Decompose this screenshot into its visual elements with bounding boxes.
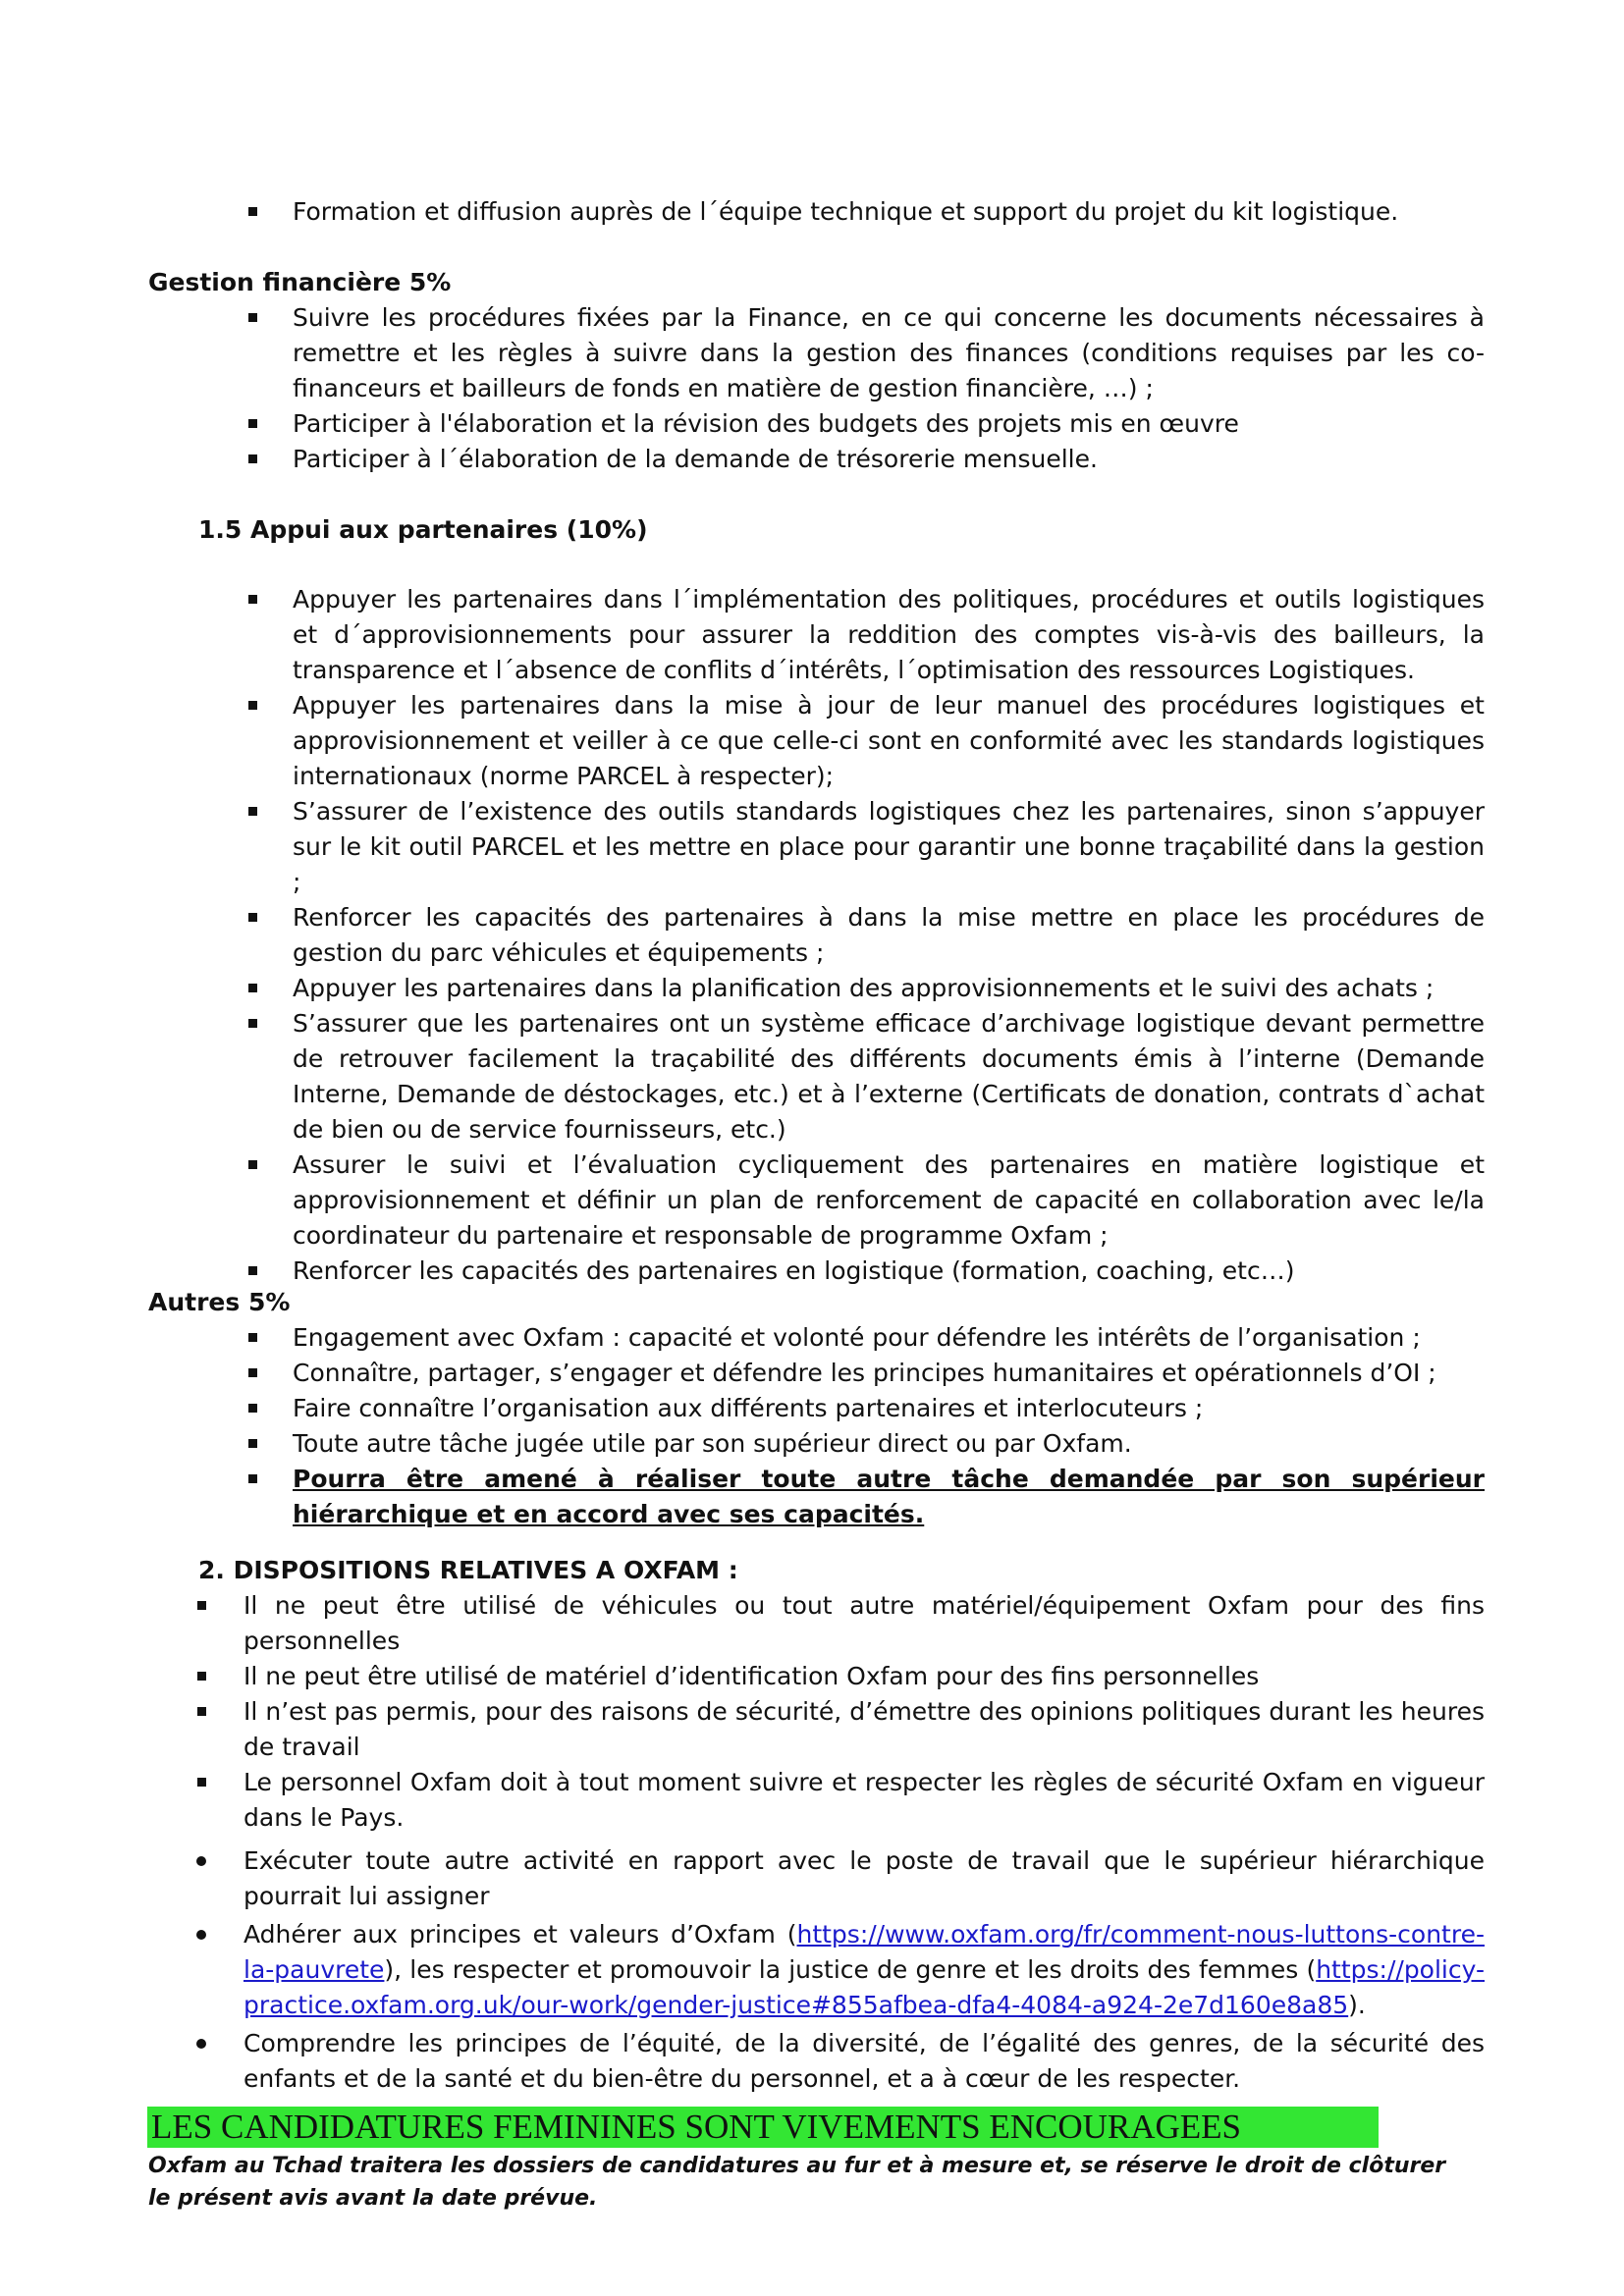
closing-notice-line: le présent avis avant la date prévue. [148,2186,598,2211]
list-item: Il n’est pas permis, pour des raisons de sécurité, d’émettre des opinions politiques durant les heures de travail [147,1694,1485,1765]
square-bullet-icon [248,1439,257,1448]
top-list [147,194,1485,230]
closing-notice-line: Oxfam au Tchad traitera les dossiers de candidatures au fur et à mesure et, se réserve le droit de clôturer [148,2154,1446,2178]
list-item: Exécuter toute autre activité en rapport avec le poste de travail que le supérieur hiérarchique pourrait lui assigner [147,1843,1485,1914]
list-item: Le personnel Oxfam doit à tout moment suivre et respecter les règles de sécurité Oxfam en vigueur dans le Pays. [147,1765,1485,1836]
list-item: Comprendre les principes de l’équité, de la diversité, de l’égalité des genres, de la sécurité des enfants et de la santé et du bien-être du personnel, et a à cœur de les respecter. [147,2026,1485,2097]
dispositions-list [147,1588,1485,1836]
list-item: Appuyer les partenaires dans l´implémentation des politiques, procédures et outils logistiques et d´approvisionnements pour assurer la reddition des comptes vis-à-vis des bailleurs, la transparence et l´absence de conflits d´intérêts, l´optimisation des ressources Logistiques. [147,582,1485,688]
square-bullet-icon [248,1019,257,1028]
list-item: Engagement avec Oxfam : capacité et volonté pour défendre les intérêts de l’organisation ; [147,1320,1485,1356]
section-title-gestion: Gestion financière 5% [148,268,452,296]
section-title-autres: Autres 5% [148,1288,291,1316]
autres-list [147,1320,1485,1532]
square-bullet-icon [248,1266,257,1275]
list-item: Adhérer aux principes et valeurs d’Oxfam (https://www.oxfam.org/fr/comment-nous-luttons-contre-la-pauvrete), les respecter et promouvoir la justice de genre et les droits des femmes (https://policy-practice.oxfam.org.uk/our-work/gender-justice#855afbea-dfa4-4084-a924-2e7d160e8a85). [147,1917,1485,2023]
appui-list [147,582,1485,1289]
women-encouraged-banner: LES CANDIDATURES FEMININES SONT VIVEMENTS ENCOURAGEES [147,2107,1379,2148]
list-item: Il ne peut être utilisé de véhicules ou tout autre matériel/équipement Oxfam pour des fins personnelles [147,1588,1485,1659]
square-bullet-icon [248,913,257,922]
list-item-emphasis: Pourra être amené à réaliser toute autre tâche demandée par son supérieur hiérarchique et en accord avec ses capacités. [147,1462,1485,1532]
round-bullet-icon [196,2039,206,2049]
square-bullet-icon [248,595,257,604]
square-bullet-icon [248,454,257,463]
closing-notice [148,2150,1486,2215]
square-bullet-icon [248,1368,257,1377]
section-title-dispositions: 2. DISPOSITIONS RELATIVES A OXFAM : [198,1556,738,1584]
square-bullet-icon [248,1333,257,1342]
square-bullet-icon [248,984,257,992]
square-bullet-icon [248,807,257,816]
list-item: Toute autre tâche jugée utile par son supérieur direct ou par Oxfam. [147,1426,1485,1462]
list-item: Participer à l´élaboration de la demande de trésorerie mensuelle. [147,442,1485,477]
list-item: Il ne peut être utilisé de matériel d’identification Oxfam pour des fins personnelles [147,1659,1485,1694]
square-bullet-icon [197,1707,206,1716]
square-bullet-icon [248,419,257,428]
square-bullet-icon [248,207,257,216]
gender-justice-link[interactable]: https://policy-practice.oxfam.org.uk/our-work/gender-justice#855afbea-dfa4-4084-a924-2e7d160e8a85 [244,1955,1485,2019]
oxfam-principles-link[interactable]: https://www.oxfam.org/fr/comment-nous-luttons-contre-la-pauvrete [244,1920,1485,1984]
list-item: Formation et diffusion auprès de l´équipe technique et support du projet du kit logistique. [147,194,1485,230]
list-item: S’assurer que les partenaires ont un système efficace d’archivage logistique devant permettre de retrouver facilement la traçabilité des différents documents émis à l’interne (Demande Interne, Demande de déstockages, etc.) et à l’externe (Certificats de donation, contrats d`achat de bien ou de service fournisseurs, etc.) [147,1006,1485,1148]
list-item: Appuyer les partenaires dans la mise à jour de leur manuel des procédures logistiques et approvisionnement et veiller à ce que celle-ci sont en conformité avec les standards logistiques internationaux (norme PARCEL à respecter); [147,688,1485,794]
square-bullet-icon [248,1474,257,1483]
list-item: Faire connaître l’organisation aux différents partenaires et interlocuteurs ; [147,1391,1485,1426]
round-bullet-icon [196,1930,206,1940]
list-item: Participer à l'élaboration et la révision des budgets des projets mis en œuvre [147,406,1485,442]
list-item: Suivre les procédures fixées par la Finance, en ce qui concerne les documents nécessaires à remettre et les règles à suivre dans la gestion des finances (conditions requises par les co-financeurs et bailleurs de fonds en matière de gestion financière, …) ; [147,300,1485,406]
round-bullet-icon [196,1856,206,1866]
square-bullet-icon [248,701,257,710]
square-bullet-icon [197,1601,206,1610]
square-bullet-icon [248,1404,257,1413]
list-item: S’assurer de l’existence des outils standards logistiques chez les partenaires, sinon s’appuyer sur le kit outil PARCEL et les mettre en place pour garantir une bonne traçabilité dans la gestion ; [147,794,1485,900]
list-item: Renforcer les capacités des partenaires en logistique (formation, coaching, etc…) [147,1254,1485,1289]
section-title-appui: 1.5 Appui aux partenaires (10%) [198,515,648,544]
list-item: Renforcer les capacités des partenaires à dans la mise mettre en place les procédures de gestion du parc véhicules et équipements ; [147,900,1485,971]
list-item: Assurer le suivi et l’évaluation cycliquement des partenaires en matière logistique et approvisionnement et définir un plan de renforcement de capacité en collaboration avec le/la coordinateur du partenaire et responsable de programme Oxfam ; [147,1148,1485,1254]
square-bullet-icon [248,1160,257,1169]
principles-list [147,1843,1485,2097]
gestion-list [147,300,1485,477]
square-bullet-icon [248,313,257,322]
list-item: Connaître, partager, s’engager et défendre les principes humanitaires et opérationnels d’OI ; [147,1356,1485,1391]
square-bullet-icon [197,1672,206,1681]
list-item: Appuyer les partenaires dans la planification des approvisionnements et le suivi des achats ; [147,971,1485,1006]
square-bullet-icon [197,1778,206,1787]
